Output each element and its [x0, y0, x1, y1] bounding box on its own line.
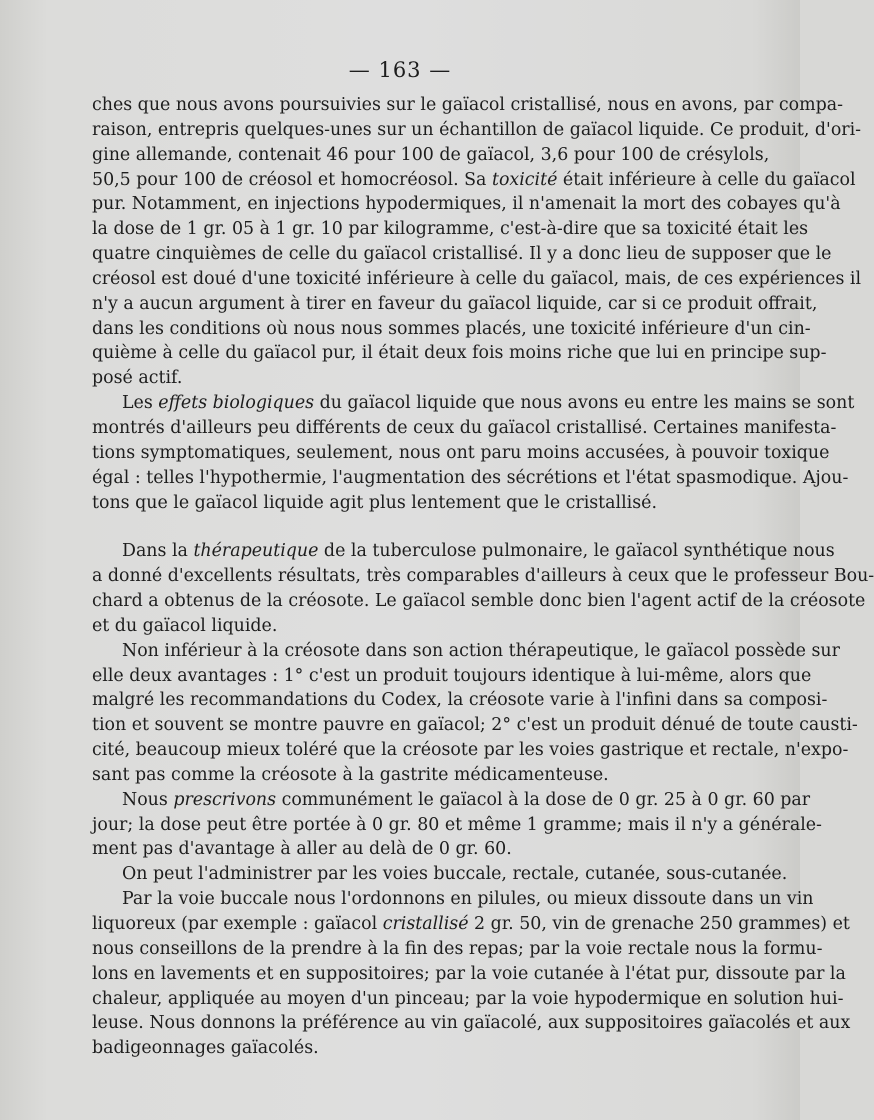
text-line: tion et souvent se montre pauvre en gaïacol; 2° c'est un produit dénué de toute causti-: [92, 715, 858, 736]
text-line: et du gaïacol liquide.: [92, 615, 278, 636]
text-line: chaleur, appliquée au moyen d'un pinceau; par la voie hypodermique en solution hui-: [92, 988, 844, 1009]
text-line: ches que nous avons poursuivies sur le gaïacol cristallisé, nous en avons, par compa-: [92, 95, 843, 115]
body-text: [92, 93, 874, 1061]
italic-term: prescrivons: [173, 789, 277, 810]
page-number: — 163 —: [348, 58, 452, 82]
text-line: leuse. Nous donnons la préférence au vin gaïacolé, aux suppositoires gaïacolés et aux: [92, 1013, 851, 1034]
text-line: jour; la dose peut être portée à 0 gr. 80 et même 1 gramme; mais il n'y a générale-: [92, 814, 822, 835]
text-line: Nous prescrivons communément le gaïacol à la dose de 0 gr. 25 à 0 gr. 60 par: [122, 789, 811, 810]
text-line: 50,5 pour 100 de créosol et homocréosol. Sa toxicité était inférieure à celle du gaïacol: [92, 169, 856, 190]
paragraph: [92, 539, 874, 638]
text-line: sant pas comme la créosote à la gastrite médicamenteuse.: [92, 764, 609, 785]
text-line: gine allemande, contenait 46 pour 100 de gaïacol, 3,6 pour 100 de crésylols,: [92, 144, 770, 165]
text-line: pur. Notamment, en injections hypodermiques, il n'amenait la mort des cobayes qu'à: [92, 194, 841, 215]
text-line: Les effets biologiques du gaïacol liquide que nous avons eu entre les mains se sont: [122, 393, 855, 414]
paragraph: [92, 862, 788, 887]
text-line: montrés d'ailleurs peu différents de ceux du gaïacol cristallisé. Certaines manifesta-: [92, 417, 837, 438]
text-line: badigeonnages gaïacolés.: [92, 1038, 319, 1059]
text-line: n'y a aucun argument à tirer en faveur du gaïacol liquide, car si ce produit offrait,: [92, 293, 818, 314]
paragraph: [92, 93, 862, 391]
text-line: tons que le gaïacol liquide agit plus lentement que le cristallisé.: [92, 492, 657, 513]
text-line: égal : telles l'hypothermie, l'augmentation des sécrétions et l'état spasmodique. Ajou-: [92, 467, 849, 488]
text-line: Dans la thérapeutique de la tuberculose pulmonaire, le gaïacol synthétique nous: [122, 541, 835, 562]
paragraph: [92, 639, 858, 788]
text-line: lons en lavements et en suppositoires; par la voie cutanée à l'état pur, dissoute par la: [92, 963, 846, 984]
text-line: a donné d'excellents résultats, très comparables d'ailleurs à ceux que le professeur Bou-: [92, 566, 874, 587]
paragraph: [92, 887, 851, 1061]
italic-term: effets biologiques: [158, 393, 315, 414]
text-line: On peut l'administrer par les voies buccale, rectale, cutanée, sous-cutanée.: [122, 864, 788, 885]
italic-term: thérapeutique: [193, 541, 319, 562]
paragraph-gap: [92, 515, 724, 539]
text-line: raison, entrepris quelques-unes sur un échantillon de gaïacol liquide. Ce produit, d'ori-: [92, 119, 862, 140]
text-line: quième à celle du gaïacol pur, il était deux fois moins riche que lui en principe sup-: [92, 343, 827, 364]
paragraph: [92, 788, 822, 863]
text-line: la dose de 1 gr. 05 à 1 gr. 10 par kilogramme, c'est-à-dire que sa toxicité était les: [92, 219, 809, 240]
text-line: chard a obtenus de la créosote. Le gaïacol semble donc bien l'agent actif de la créosote: [92, 591, 866, 612]
text-line: cité, beaucoup mieux toléré que la créosote par les voies gastrique et rectale, n'expo-: [92, 740, 849, 761]
text-line: ment pas d'avantage à aller au delà de 0 gr. 60.: [92, 839, 512, 860]
text-line: Par la voie buccale nous l'ordonnons en pilules, ou mieux dissoute dans un vin: [122, 889, 814, 910]
text-line: elle deux avantages : 1° c'est un produit toujours identique à lui-même, alors que: [92, 665, 812, 686]
text-line: liquoreux (par exemple : gaïacol cristallisé 2 gr. 50, vin de grenache 250 grammes) et: [92, 914, 850, 934]
text-line: Non inférieur à la créosote dans son action thérapeutique, le gaïacol possède sur: [122, 640, 840, 661]
text-line: quatre cinquièmes de celle du gaïacol cristallisé. Il y a donc lieu de supposer que le: [92, 244, 832, 265]
paragraph: [92, 391, 855, 515]
italic-term: toxicité: [491, 169, 558, 190]
italic-term: cristallisé: [382, 914, 469, 934]
text-line: malgré les recommandations du Codex, la créosote varie à l'infini dans sa composi-: [92, 690, 828, 711]
text-line: dans les conditions où nous nous sommes placés, une toxicité inférieure d'un cin-: [92, 318, 811, 339]
text-line: créosol est doué d'une toxicité inférieure à celle du gaïacol, mais, de ces expériences il: [92, 268, 862, 289]
text-line: tions symptomatiques, seulement, nous ont paru moins accusées, à pouvoir toxique: [92, 442, 830, 463]
text-line: nous conseillons de la prendre à la fin des repas; par la voie rectale nous la formu-: [92, 938, 823, 959]
text-line: posé actif.: [92, 368, 183, 389]
